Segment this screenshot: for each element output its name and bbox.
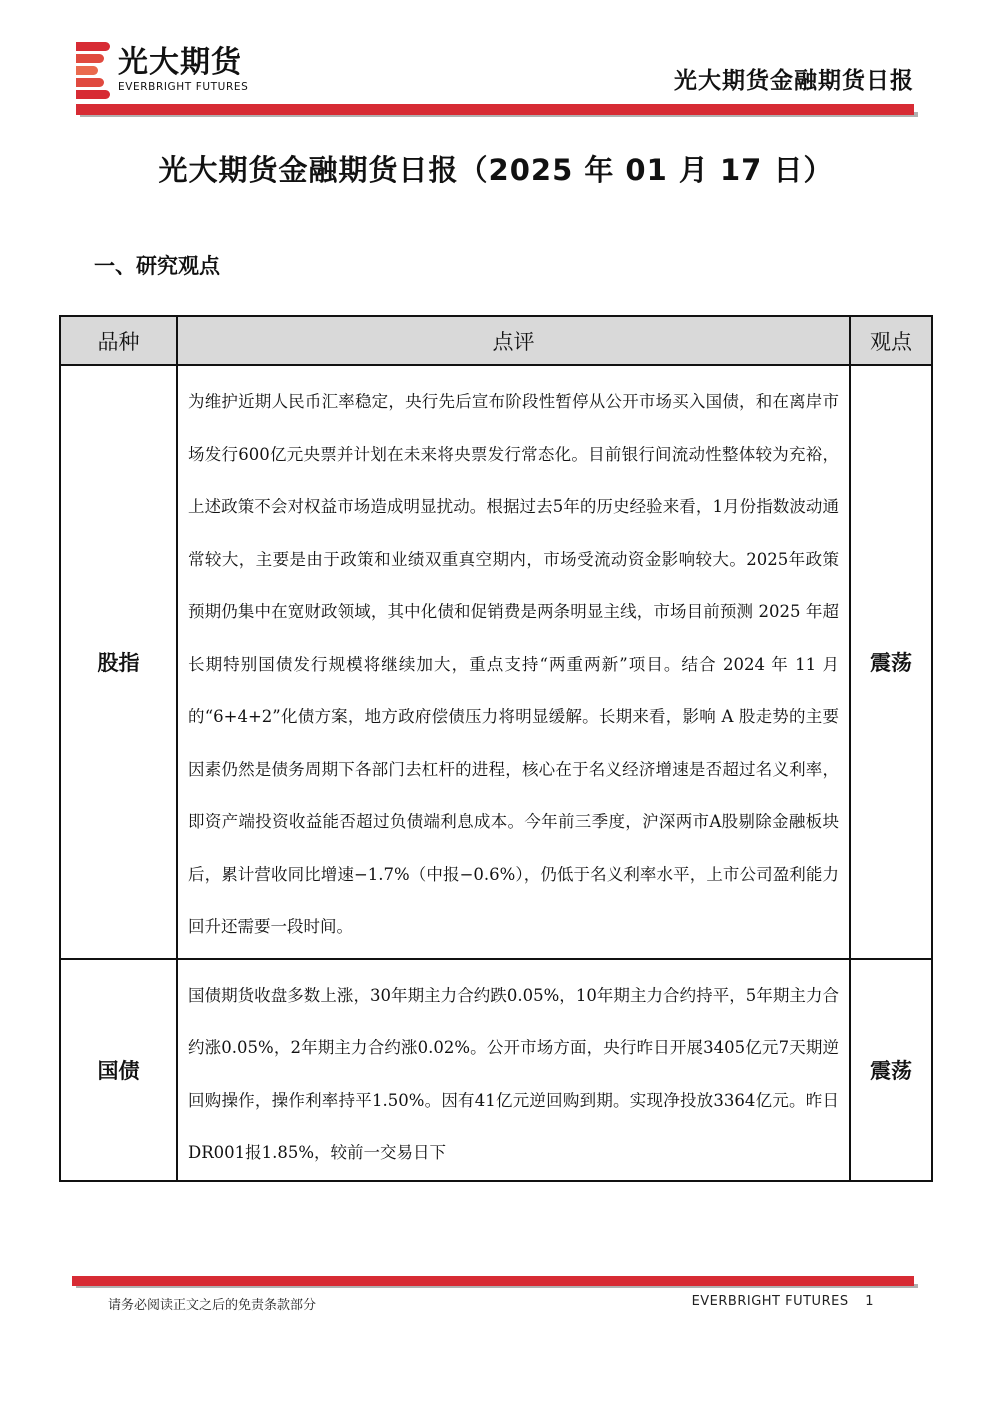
table-row <box>60 959 932 1181</box>
logo-english-name: EVERBRIGHT FUTURES <box>118 81 249 93</box>
comment-cell: 为维护近期人民币汇率稳定，央行先后宣布阶段性暂停从公开市场买入国债，和在离岸市场发行600亿元央票并计划在未来将央票发行常态化。目前银行间流动性整体较为充裕，上述政策不会对权益市场造成明显扰动。根据过去5年的历史经验来看，1月份指数波动通常较大，主要是由于政策和业绩双重真空期内，市场受流动资金影响较大。2025年政策预期仍集中在宽财政领域，其中化债和促销费是两条明显主线，市场目前预测 2025 年超长期特别国债发行规模将继续加大，重点支持“两重两新”项目。结合 2024 年 11 月的“6+4+2”化债方案，地方政府偿债压力将明显缓解。长期来看，影响 A 股走势的主要因素仍然是债务周期下各部门去杠杆的进程，核心在于名义经济增速是否超过名义利率，即资产端投资收益能否超过负债端利息成本。今年前三季度，沪深两市A股剔除金融板块后，累计营收同比增速−1.7%（中报−0.6%），仍低于名义利率水平，上市公司盈利能力回升还需要一段时间。 <box>177 365 850 959</box>
research-views-table <box>59 315 933 1182</box>
view-cell: 震荡 <box>850 959 932 1181</box>
footer-brand: EVERBRIGHT FUTURES <box>691 1294 849 1309</box>
everbright-logo-icon <box>76 42 110 98</box>
header-report-name: 光大期货金融期货日报 <box>674 68 914 94</box>
view-cell: 震荡 <box>850 365 932 959</box>
logo-chinese-name: 光大期货 <box>118 45 242 80</box>
header-rule <box>76 104 914 115</box>
page-number: 1 <box>865 1294 874 1309</box>
section-heading: 一、研究观点 <box>94 254 220 278</box>
page-title: 光大期货金融期货日报（2025 年 01 月 17 日） <box>158 153 834 187</box>
header-view: 观点 <box>850 316 932 365</box>
company-logo <box>76 42 248 98</box>
table-row <box>60 365 932 959</box>
header-variety: 品种 <box>60 316 177 365</box>
footer-rule <box>72 1276 914 1286</box>
footer-disclaimer: 请务必阅读正文之后的免责条款部分 <box>108 1298 317 1313</box>
header-comment: 点评 <box>177 316 850 365</box>
table-header-row <box>60 316 932 365</box>
variety-cell: 股指 <box>60 365 177 959</box>
comment-cell: 国债期货收盘多数上涨，30年期主力合约跌0.05%，10年期主力合约持平，5年期主力合约涨0.05%，2年期主力合约涨0.02%。公开市场方面，央行昨日开展3405亿元7天期逆回购操作，操作利率持平1.50%。因有41亿元逆回购到期。实现净投放3364亿元。昨日DR001报1.85%，较前一交易日下 <box>177 959 850 1181</box>
variety-cell: 国债 <box>60 959 177 1181</box>
footer-brand-page <box>692 1294 874 1309</box>
